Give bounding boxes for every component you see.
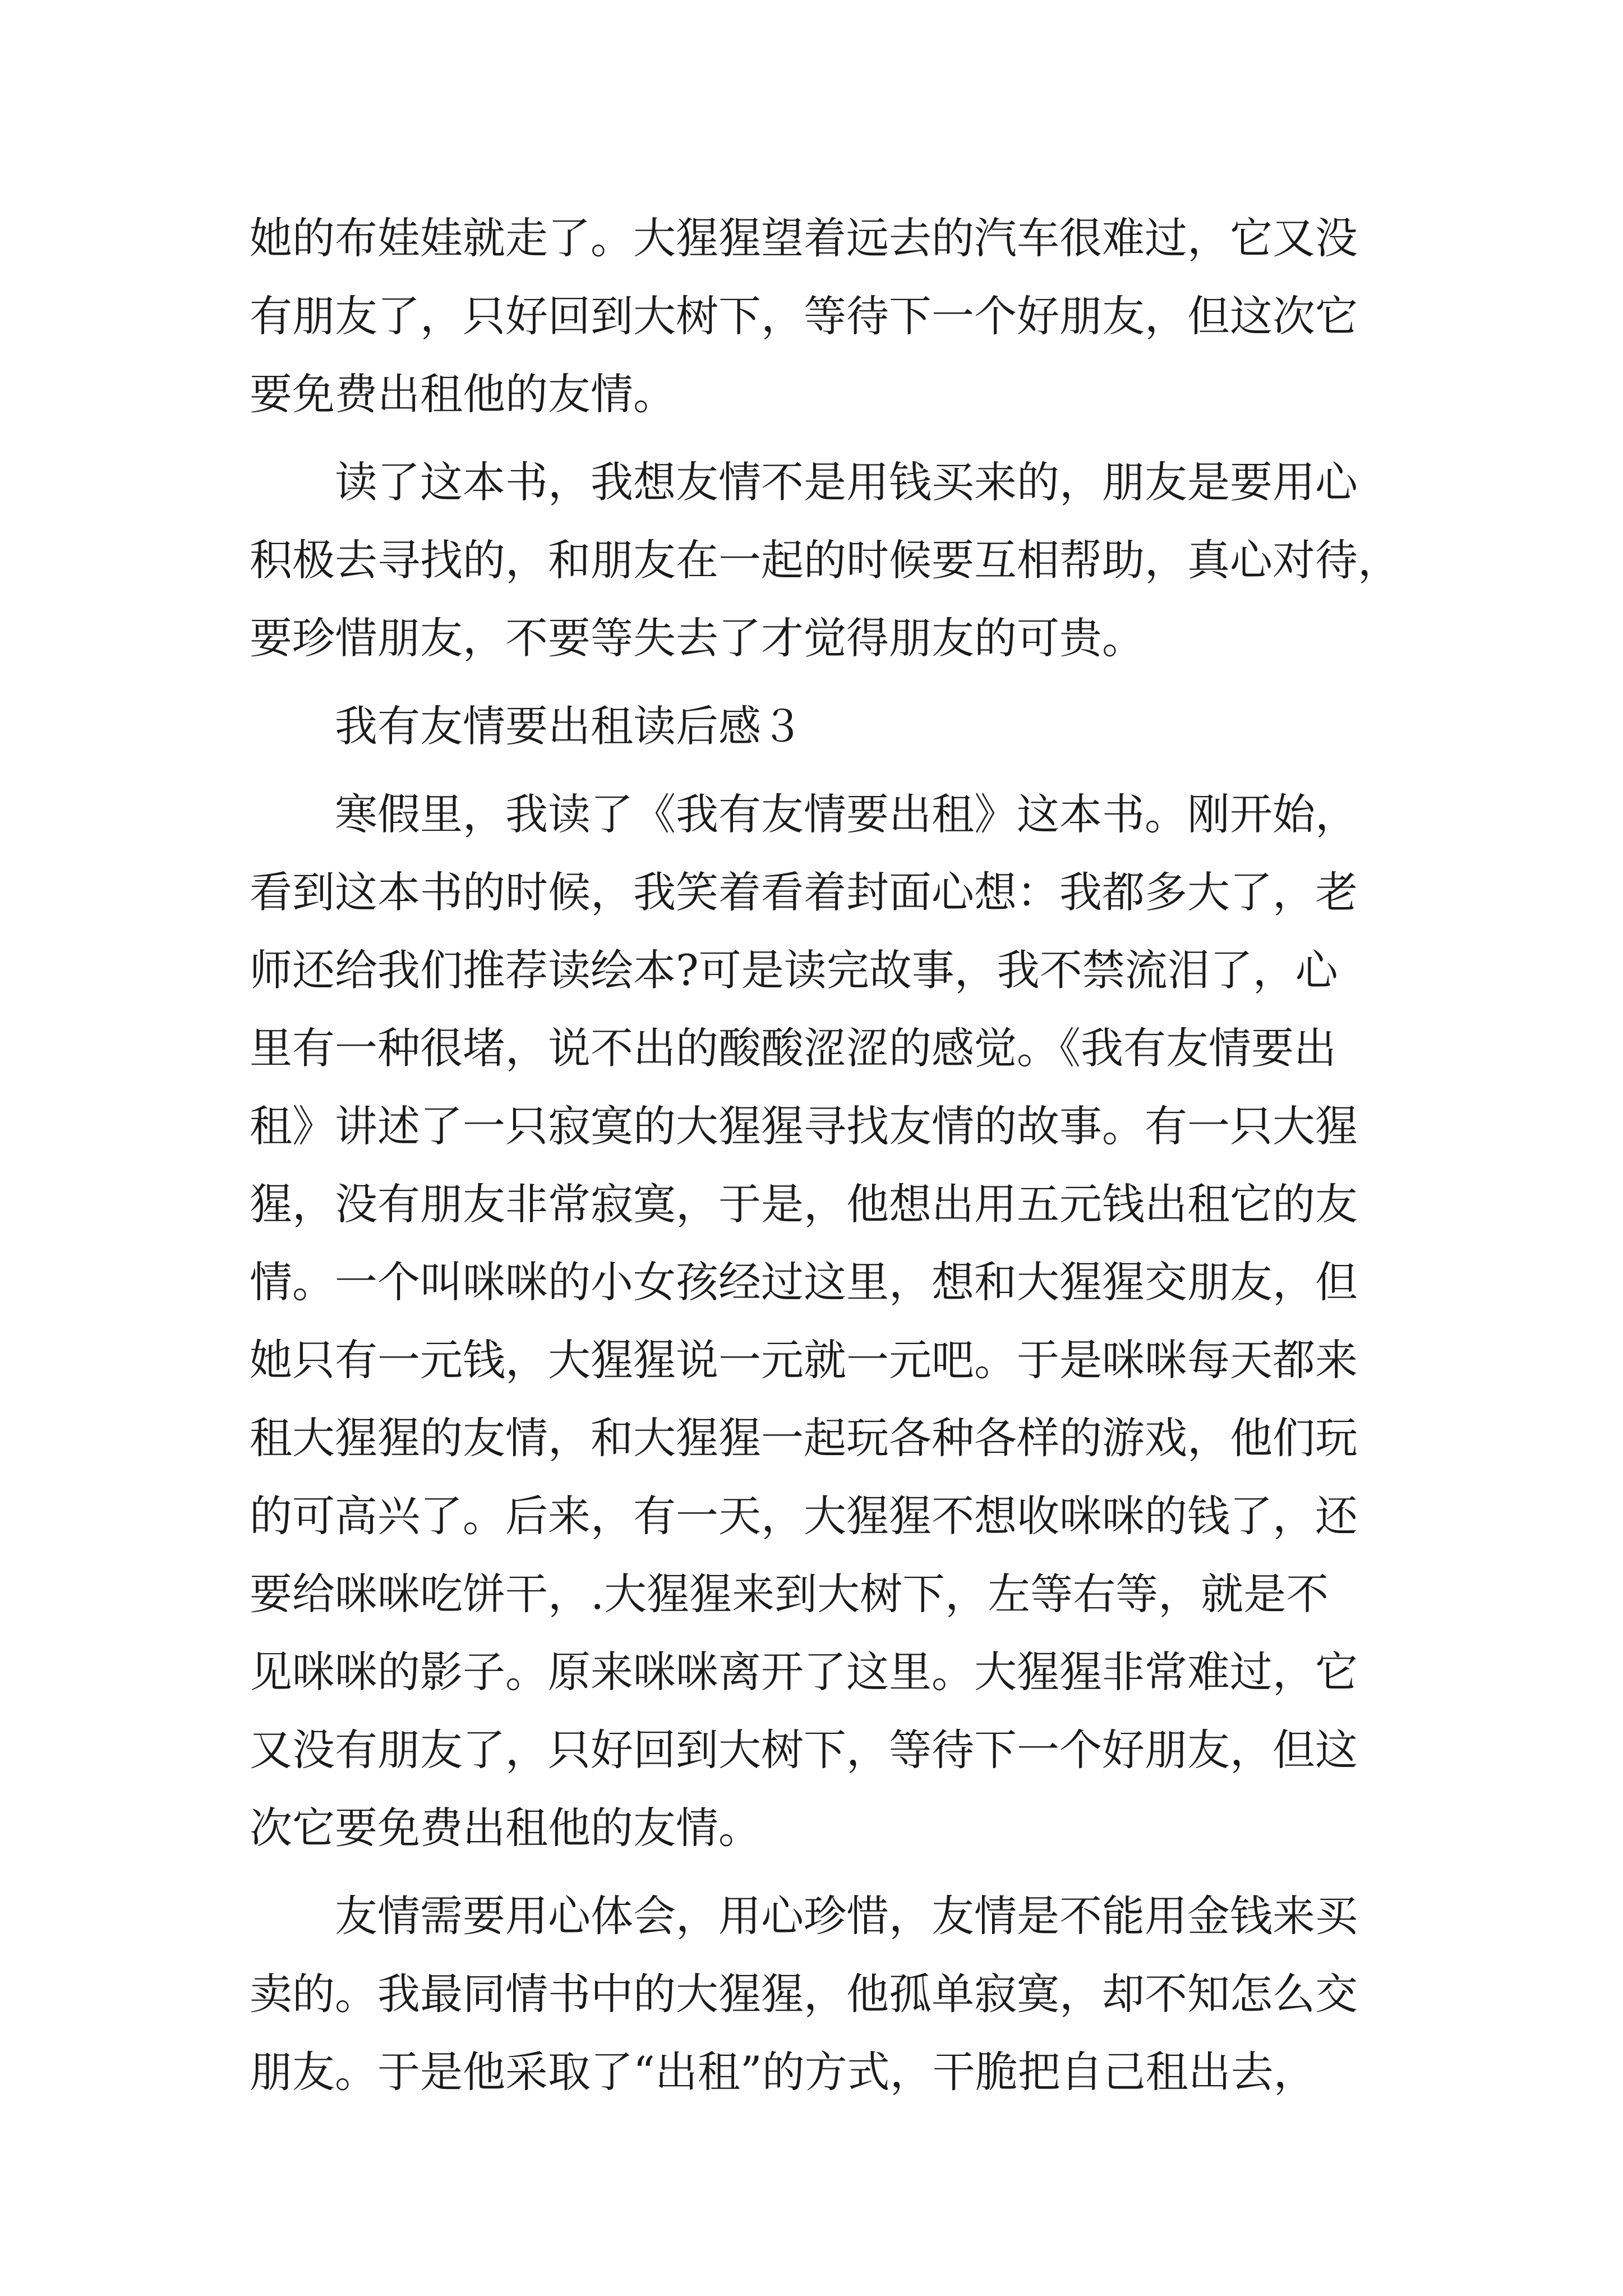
text-line: 要给咪咪吃饼干，.大猩猩来到大树下，左等右等，就是不 bbox=[250, 1569, 1329, 1619]
text-line: 积极去寻找的，和朋友在一起的时候要互相帮助，真心对待， bbox=[250, 535, 1400, 585]
text-line: 要免费出租他的友情。 bbox=[250, 369, 676, 419]
heading-text: 我有友情要出租读后感３ bbox=[335, 701, 804, 751]
text-line: 见咪咪的影子。原来咪咪离开了这里。大猩猩非常难过，它 bbox=[250, 1647, 1358, 1697]
paragraph-1 bbox=[250, 199, 1388, 433]
paragraph-2 bbox=[250, 443, 1400, 677]
text-line: 次它要免费出租他的友情。 bbox=[250, 1803, 761, 1853]
text-line: 猩，没有朋友非常寂寞，于是，他想出用五元钱出租它的友 bbox=[250, 1179, 1358, 1229]
text-line: 朋友。于是他采取了“出租”的方式，干脆把自己租出去， bbox=[250, 2047, 1316, 2097]
document-body bbox=[250, 199, 1400, 2111]
text-line: 她只有一元钱，大猩猩说一元就一元吧。于是咪咪每天都来 bbox=[250, 1335, 1358, 1385]
text-line: 租》讲述了一只寂寞的大猩猩寻找友情的故事。有一只大猩 bbox=[250, 1101, 1358, 1151]
text-line: 的可高兴了。后来，有一天，大猩猩不想收咪咪的钱了，还 bbox=[250, 1491, 1358, 1541]
text-line: 看到这本书的时候，我笑着看着封面心想：我都多大了，老 bbox=[250, 867, 1358, 917]
text-line: 读了这本书，我想友情不是用钱买来的，朋友是要用心 bbox=[335, 457, 1358, 507]
text-line: 友情需要用心体会，用心珍惜，友情是不能用金钱来买 bbox=[335, 1891, 1358, 1941]
paragraph-3 bbox=[250, 775, 1388, 1867]
paragraph-4 bbox=[250, 1877, 1388, 2111]
text-line: 卖的。我最同情书中的大猩猩，他孤单寂寞，却不知怎么交 bbox=[250, 1969, 1358, 2019]
text-line: 里有一种很堵，说不出的酸酸涩涩的感觉。《我有友情要出 bbox=[250, 1023, 1336, 1073]
text-line: 又没有朋友了，只好回到大树下，等待下一个好朋友，但这 bbox=[250, 1725, 1358, 1775]
text-line: 情。一个叫咪咪的小女孩经过这里，想和大猩猩交朋友，但 bbox=[250, 1257, 1358, 1307]
section-heading bbox=[250, 687, 1388, 765]
text-line: 有朋友了，只好回到大树下，等待下一个好朋友，但这次它 bbox=[250, 291, 1358, 341]
text-line: 师还给我们推荐读绘本?可是读完故事，我不禁流泪了，心 bbox=[250, 945, 1338, 995]
text-line: 租大猩猩的友情，和大猩猩一起玩各种各样的游戏，他们玩 bbox=[250, 1413, 1358, 1463]
text-line: 她的布娃娃就走了。大猩猩望着远去的汽车很难过，它又没 bbox=[250, 213, 1358, 263]
text-line: 寒假里，我读了《我有友情要出租》这本书。刚开始， bbox=[335, 789, 1358, 839]
text-line: 要珍惜朋友，不要等失去了才觉得朋友的可贵。 bbox=[250, 613, 1145, 663]
